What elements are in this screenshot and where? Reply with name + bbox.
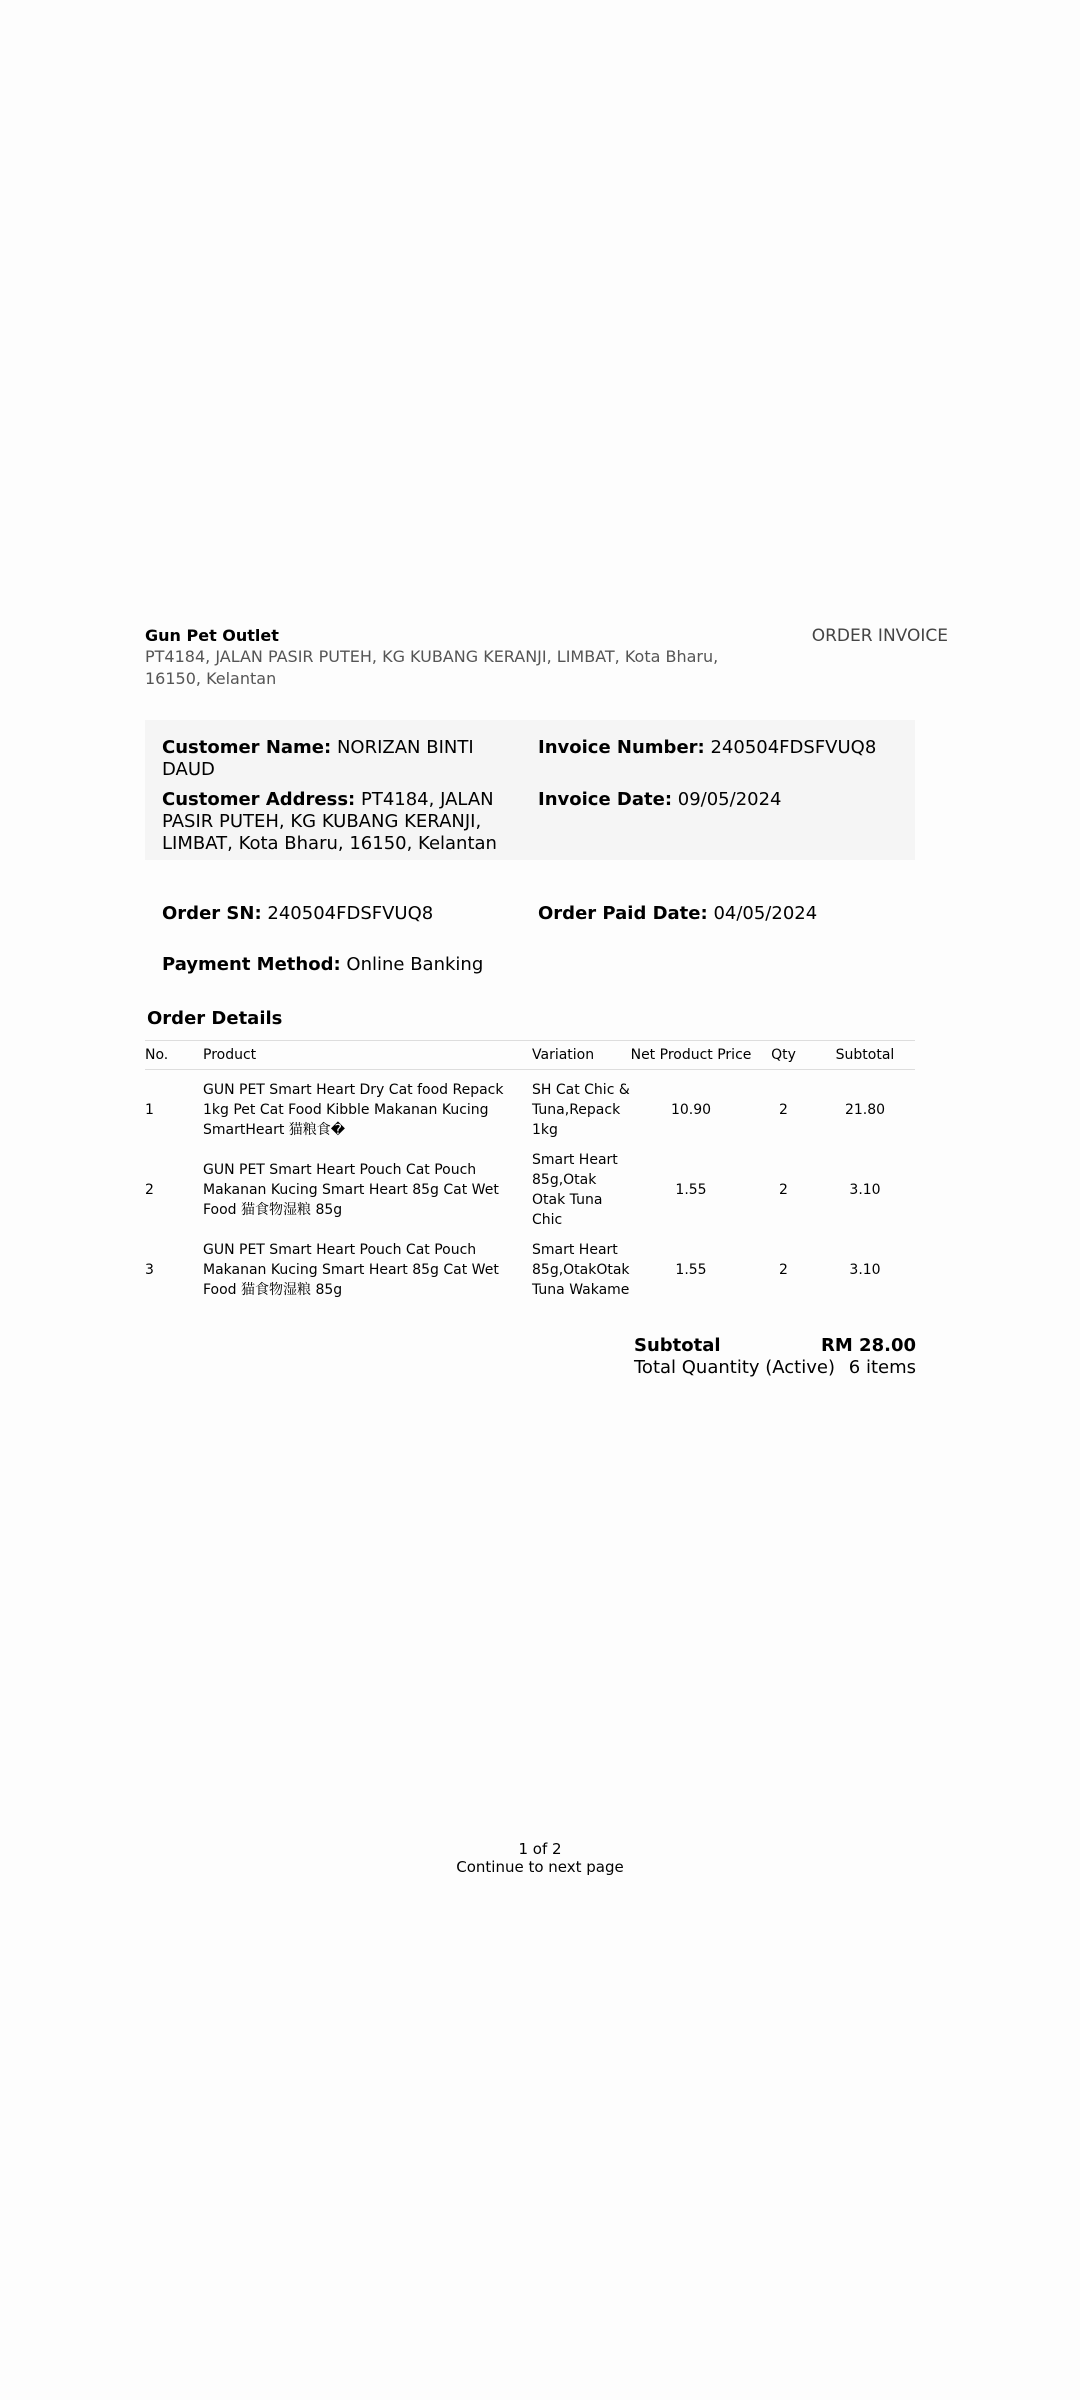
order-details-title: Order Details [147,1008,283,1029]
invoice-number [538,737,908,759]
customer-name [162,737,522,781]
subtotal-row [634,1335,916,1357]
customer-name-value: NORIZAN BINTI DAUD [162,737,474,780]
quantity-value: 6 items [848,1357,916,1378]
row-product: GUN PET Smart Heart Dry Cat food Repack 1kg Pet Cat Food Kibble Makanan Kucing SmartHeart 猫粮食� [203,1082,504,1138]
row-qty: 2 [779,1182,788,1198]
table-row [145,1070,915,1151]
table-row [145,1230,915,1310]
page-number: 1 of 2 [518,1840,562,1858]
header-no: No. [145,1041,203,1070]
row-subtotal: 21.80 [844,1102,886,1118]
header-qty: Qty [752,1041,815,1070]
order-paid-date [538,903,908,925]
order-items-table [145,1040,915,1310]
payment-method-value: Online Banking [346,954,484,975]
payment-method-label: Payment Method: [162,954,341,975]
row-subtotal: 3.10 [849,1182,881,1198]
row-price: 1.55 [675,1262,707,1278]
customer-address-value: PT4184, JALAN PASIR PUTEH, KG KUBANG KERANJI, LIMBAT, Kota Bharu, 16150, Kelantan [162,789,497,854]
customer-name-label: Customer Name: [162,737,332,758]
customer-address-label: Customer Address: [162,789,356,810]
customer-address [162,789,522,855]
subtotal-label: Subtotal [634,1335,721,1356]
row-variation: Smart Heart 85g,Otak Otak Tuna Chic [532,1152,618,1228]
order-paid-date-label: Order Paid Date: [538,903,708,924]
row-variation: SH Cat Chic & Tuna,Repack 1kg [532,1082,630,1138]
row-no: 2 [145,1182,154,1198]
payment-method [162,954,662,976]
row-price: 1.55 [675,1182,707,1198]
quantity-row [634,1357,916,1379]
invoice-number-label: Invoice Number: [538,737,705,758]
continue-note: Continue to next page [456,1858,624,1876]
row-product: GUN PET Smart Heart Pouch Cat Pouch Makanan Kucing Smart Heart 85g Cat Wet Food 猫食物湿粮 85g [203,1242,499,1298]
header-subtotal: Subtotal [815,1041,915,1070]
document-title: ORDER INVOICE [811,626,948,646]
header-net-price: Net Product Price [630,1041,752,1070]
row-subtotal: 3.10 [849,1262,881,1278]
order-sn [162,903,522,925]
seller-name: Gun Pet Outlet [145,626,279,645]
header-product: Product [203,1041,532,1070]
page-footer [0,1840,1080,1876]
invoice-date-label: Invoice Date: [538,789,673,810]
row-variation: Smart Heart 85g,OtakOtak Tuna Wakame [532,1242,630,1298]
row-qty: 2 [779,1102,788,1118]
table-row [145,1150,915,1230]
row-price: 10.90 [670,1102,712,1118]
order-paid-date-value: 04/05/2024 [713,903,818,924]
invoice-date [538,789,908,811]
header-variation: Variation [532,1041,630,1070]
invoice-number-value: 240504FDSFVUQ8 [710,737,877,758]
order-sn-label: Order SN: [162,903,262,924]
order-sn-value: 240504FDSFVUQ8 [267,903,434,924]
seller-address: PT4184, JALAN PASIR PUTEH, KG KUBANG KERANJI, LIMBAT, Kota Bharu, 16150, Kelantan [145,647,719,688]
totals-block [634,1335,916,1379]
invoice-date-value: 09/05/2024 [677,789,782,810]
row-qty: 2 [779,1262,788,1278]
row-product: GUN PET Smart Heart Pouch Cat Pouch Makanan Kucing Smart Heart 85g Cat Wet Food 猫食物湿粮 85g [203,1162,499,1218]
subtotal-value: RM 28.00 [821,1335,916,1356]
row-no: 3 [145,1262,154,1278]
table-header-row [145,1041,915,1070]
quantity-label: Total Quantity (Active) [634,1357,835,1378]
row-no: 1 [145,1102,154,1118]
